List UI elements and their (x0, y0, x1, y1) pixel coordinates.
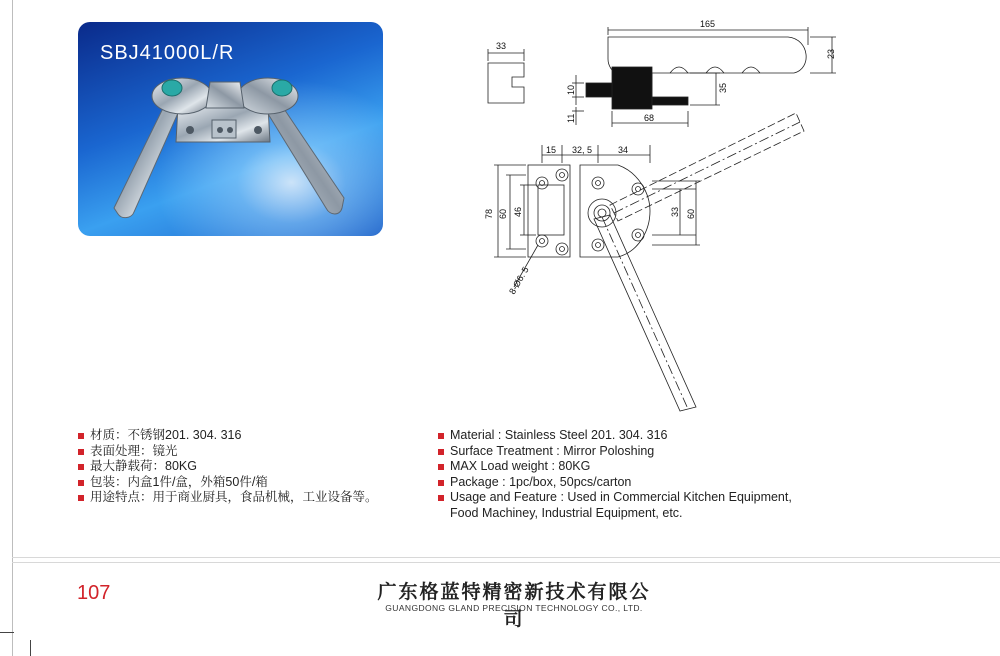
dim-32-5: 32, 5 (572, 145, 593, 155)
product-photo (78, 22, 383, 236)
footer-divider (12, 562, 1000, 563)
dim-total-length: 165 (700, 19, 716, 29)
bullet-icon (78, 449, 84, 455)
bracket-side-view (488, 63, 524, 103)
company-name-english: GUANGDONG GLAND PRECISION TECHNOLOGY CO., LTD. (385, 603, 643, 613)
dim-34: 34 (618, 145, 629, 155)
dim-handle-height: 35 (718, 82, 728, 93)
dim-mount-h2: 11 (566, 113, 576, 123)
product-model: SBJ41000L/R (100, 42, 235, 64)
spec-item: 材质：不锈钢201. 304. 316 (78, 428, 378, 444)
bullet-icon (78, 495, 84, 501)
bullet-icon (438, 449, 444, 455)
bullet-icon (438, 464, 444, 470)
spec-item: Usage and Feature : Used in Commercial Kitchen Equipment, Food Machiney, Industrial Equipment, etc. (438, 490, 792, 521)
crop-mark (30, 640, 31, 656)
dim-46: 46 (513, 206, 523, 217)
spec-item: 最大静载荷：80KG (78, 459, 378, 475)
crop-mark (0, 632, 14, 633)
spec-list-english (438, 428, 792, 521)
dim-33: 33 (670, 206, 680, 217)
spec-item: Package : 1pc/box, 50pcs/carton (438, 475, 792, 491)
spec-item: 表面处理：镜光 (78, 444, 378, 460)
handle-arm (594, 215, 696, 411)
company-name-chinese: 广东格蓝特精密新技术有限公司 (377, 581, 651, 630)
spec-item: 用途特点：用于商业厨具，食品机械，工业设备等。 (78, 490, 378, 506)
spec-list-chinese (78, 428, 378, 506)
spec-item: MAX Load weight : 80KG (438, 459, 792, 475)
footer-divider (12, 557, 1000, 558)
bullet-icon (78, 433, 84, 439)
bullet-icon (78, 464, 84, 470)
dim-height: 23 (826, 48, 836, 59)
dim-15: 15 (546, 145, 557, 155)
dim-base-length: 68 (644, 113, 655, 123)
spec-item: 包装：内盒1件/盒，外箱50件/箱 (78, 475, 378, 491)
dim-78: 78 (484, 208, 494, 219)
spec-item: Surface Treatment : Mirror Poloshing (438, 444, 792, 460)
dim-holes: 8-Ø6. 5 (507, 265, 531, 296)
dim-60-left: 60 (498, 208, 508, 219)
page-number: 107 (77, 582, 111, 604)
bullet-icon (78, 480, 84, 486)
bullet-icon (438, 480, 444, 486)
spec-item: Material : Stainless Steel 201. 304. 316 (438, 428, 792, 444)
bullet-icon (438, 433, 444, 439)
bullet-icon (438, 495, 444, 501)
dim-mount-h1: 10 (566, 84, 576, 95)
dim-60-right: 60 (686, 208, 696, 219)
dim-base-width: 33 (496, 41, 507, 51)
technical-drawing (470, 15, 850, 415)
